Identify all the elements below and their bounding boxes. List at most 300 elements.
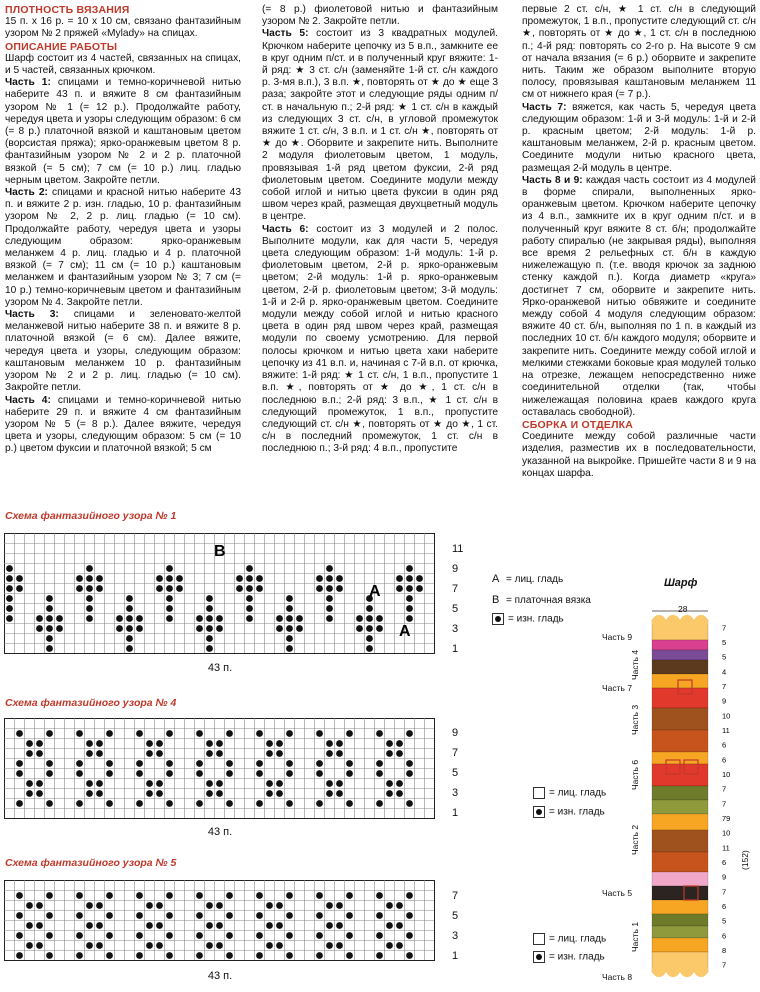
chart5-purl-dot <box>336 902 343 909</box>
chart4-purl-dot <box>196 800 203 807</box>
chart1-row-9: 9 <box>452 563 459 575</box>
chart1-purl-dot <box>176 575 183 582</box>
chart4-purl-dot <box>106 730 113 737</box>
chart4-purl-dot <box>316 800 323 807</box>
chart1-purl-dot <box>76 585 83 592</box>
chart4-purl-dot <box>76 770 83 777</box>
chart4-purl-dot <box>336 790 343 797</box>
chart1-purl-dot <box>86 575 93 582</box>
chart1-purl-dot <box>126 595 133 602</box>
chart1-row-11: 11 <box>452 543 464 555</box>
chart5-purl-dot <box>286 932 293 939</box>
chart5-stitch-count: 43 п. <box>207 970 233 982</box>
chart4-purl-dot <box>376 800 383 807</box>
scarf-band-15 <box>652 872 708 886</box>
chart1-stitch-count: 43 п. <box>207 662 233 674</box>
scallop-top-3 <box>694 615 708 629</box>
chart5-purl-dot <box>266 942 273 949</box>
chart1-purl-dot <box>296 625 303 632</box>
legend2-purl-label: = изн. гладь <box>549 806 605 818</box>
chart5-purl-dot <box>286 892 293 899</box>
chart5-purl-dot <box>166 912 173 919</box>
part89-paragraph <box>522 175 756 419</box>
chart4-purl-dot <box>16 800 23 807</box>
chart5-purl-dot <box>346 892 353 899</box>
chart1-purl-dot <box>126 605 133 612</box>
chart1-purl-dot <box>406 615 413 622</box>
chart4-purl-dot <box>206 780 213 787</box>
scarf-dim-8: 6 <box>722 740 727 750</box>
scarf-band-19 <box>652 926 708 938</box>
chart5-purl-dot <box>216 942 223 949</box>
chart4-purl-dot <box>106 760 113 767</box>
scarf-dim-6: 10 <box>722 711 731 721</box>
chart1-purl-dot <box>56 625 63 632</box>
chart1-purl-dot <box>206 605 213 612</box>
chart5-purl-dot <box>276 922 283 929</box>
chart1-purl-dot <box>126 635 133 642</box>
chart5-purl-dot <box>96 942 103 949</box>
chart4-purl-dot <box>396 780 403 787</box>
chart4-purl-dot <box>336 780 343 787</box>
scarf-dim-4: 7 <box>722 682 727 691</box>
scarf-dim-9: 6 <box>722 755 727 765</box>
chart1-purl-dot <box>326 575 333 582</box>
legend3-knit-label: = лиц. гладь <box>549 933 607 945</box>
chart4-purl-dot <box>46 760 53 767</box>
chart4-purl-dot <box>36 740 43 747</box>
chart5-purl-dot <box>196 952 203 959</box>
chart1-purl-dot <box>326 595 333 602</box>
chart4-purl-dot <box>336 740 343 747</box>
legend2-knit-label: = лиц. гладь <box>549 787 607 799</box>
chart1-purl-dot <box>166 615 173 622</box>
chart4-purl-dot <box>276 740 283 747</box>
chart5-purl-dot <box>276 942 283 949</box>
chart5-purl-dot <box>406 952 413 959</box>
chart1-letter-0: B <box>214 543 226 560</box>
chart4-row-3: 3 <box>452 787 459 799</box>
chart5-purl-dot <box>86 902 93 909</box>
chart1-purl-dot <box>356 615 363 622</box>
assembly-heading: СБОРКА И ОТДЕЛКА <box>522 418 634 431</box>
chart1-purl-dot <box>246 575 253 582</box>
chart4-purl-dot <box>136 760 143 767</box>
scarf-dim-22: 8 <box>722 946 727 955</box>
chart4-purl-dot <box>216 780 223 787</box>
chart4-purl-dot <box>166 800 173 807</box>
scarf-band-16 <box>652 886 708 900</box>
part4-label: Часть 4: <box>5 394 51 406</box>
chart5-purl-dot <box>106 932 113 939</box>
chart1-purl-dot <box>206 595 213 602</box>
chart4-purl-dot <box>16 760 23 767</box>
scarf-dim-5: 9 <box>722 696 727 706</box>
part2-text: спицами и красной нитью наберите 43 п. и вяжите 2 р. изн. гладью, 10 р. фантазийным узором № 2, 2 р. лиц. гладью (= 10 см). Продолжайте работу, чередуя цвета и узоры следующим образом: ярко-оранжевым меланжем 4 р. лиц. гладью и 4 р. платочной вязкой (= 7 см); 11 см (= 10 р.) каштановым меланжем и фантазийным узором № 3; 7 см (= 10 р.) темно-коричневым цветом и фантазийным узором № 4. Закройте петли. <box>5 187 241 308</box>
chart4-purl-dot <box>36 790 43 797</box>
part89-text: каждая часть состоит из 4 модулей в форме спирали, выполненных ярко-оранжевым цветом. Крючком наберите цепочку из 4 в.п., замкните их в круг одним п/ст. и в полученный круг вяжите 8 ст. б/н; продолжайте работу спиралью (не закрывая ряды), выполняя все время 2 рельефных ст. б/н в каждую нижележащую п. (т.е. вводя крючок за заднюю стенку каждой п.). Когда диаметр «круга» достигнет 7 см, оборвите и закрепите нить. Ярко-оранжевой нитью обвяжите и соедините между собой 4 модуля следующим образом: вяжите 40 ст. б/н, выполняя по 1 п. в каждый из последних 10 ст. б/н каждого модуля; оборвите и закрепите нить. Соедините между собой иглой и мелкими стежками боковые края модулей только на отрезке, лежащем непосредственно ниже соединительной отделки (так, чтобы нижележащая половина краев каждого круга оставалась свободной). <box>522 174 756 418</box>
part6-paragraph <box>262 224 498 456</box>
chart5-purl-dot <box>406 892 413 899</box>
chart4-purl-dot <box>346 760 353 767</box>
chart1-purl-dot <box>326 605 333 612</box>
chart1-purl-dot <box>46 635 53 642</box>
chart1-purl-dot <box>166 585 173 592</box>
gauge-text: 15 п. х 16 р. = 10 х 10 см, связано фантазийным узором № 2 пряжей «Mylady» на спицах. <box>5 16 241 40</box>
chart4-purl-dot <box>206 790 213 797</box>
chart4-purl-dot <box>206 740 213 747</box>
scallop-bottom-1 <box>666 963 680 977</box>
chart5-purl-dot <box>256 932 263 939</box>
chart4-purl-dot <box>326 740 333 747</box>
chart1-purl-dot <box>276 615 283 622</box>
label-part9: Часть 9 <box>602 632 633 642</box>
chart1-letter-1: A <box>369 583 381 600</box>
chart4-purl-dot <box>316 760 323 767</box>
chart4-purl-dot <box>36 750 43 757</box>
chart4-row-5: 5 <box>452 767 459 779</box>
chart4-purl-dot <box>106 770 113 777</box>
chart1-purl-dot <box>36 615 43 622</box>
part4-text: спицами и темно-коричневой нитью наберите 29 п. и вяжите 4 см фантазийным узором № 5 (= 8 р.). Далее вяжите, чередуя цвета и узоры, следующим образом: 5 см (= 10 р.) цветом фуксии и платочной вязкой; 5 см <box>5 394 241 455</box>
chart4-purl-dot <box>386 780 393 787</box>
chart1-purl-dot <box>246 615 253 622</box>
chart1-purl-dot <box>46 595 53 602</box>
chart1-purl-dot <box>166 565 173 572</box>
chart1-purl-dot <box>326 615 333 622</box>
part3-paragraph <box>5 309 241 394</box>
chart5-purl-dot <box>36 902 43 909</box>
label-part1: Часть 1 <box>630 921 640 952</box>
chart5-purl-dot <box>376 892 383 899</box>
chart4-purl-dot <box>326 780 333 787</box>
part4-continuation: (= 8 р.) фиолетовой нитью и фантазийным узором № 2. Закройте петли. <box>262 4 498 28</box>
chart4-purl-dot <box>146 750 153 757</box>
chart1-purl-dot <box>376 625 383 632</box>
scallop-top-0 <box>652 615 666 629</box>
chart4-title: Схема фантазийного узора № 4 <box>5 697 177 709</box>
chart4-purl-dot <box>216 790 223 797</box>
chart1-purl-dot <box>76 575 83 582</box>
chart5-purl-dot <box>216 922 223 929</box>
chart5-purl-dot <box>46 932 53 939</box>
chart5-purl-dot <box>336 922 343 929</box>
part5-label: Часть 5: <box>262 28 309 40</box>
chart5-purl-dot <box>376 932 383 939</box>
chart4-purl-dot <box>26 780 33 787</box>
chart1-purl-dot <box>6 565 13 572</box>
chart5-purl-dot <box>226 932 233 939</box>
chart4-purl-dot <box>26 790 33 797</box>
scarf-dim-3: 4 <box>722 667 727 677</box>
chart1-purl-dot <box>406 565 413 572</box>
label-part6: Часть 6 <box>630 759 640 790</box>
scarf-dim-0: 7 <box>722 623 727 633</box>
chart1-purl-dot <box>256 585 263 592</box>
chart1-purl-dot <box>246 585 253 592</box>
chart4-purl-dot <box>286 730 293 737</box>
chart4-purl-dot <box>86 780 93 787</box>
chart4-purl-dot <box>346 800 353 807</box>
text-column-2 <box>262 4 498 456</box>
chart5-purl-dot <box>46 952 53 959</box>
chart1-purl-dot <box>196 615 203 622</box>
chart1-purl-dot <box>126 625 133 632</box>
text-column-3 <box>522 4 756 480</box>
scarf-dim-2: 5 <box>722 652 727 662</box>
scarf-dim-19: 6 <box>722 902 727 911</box>
description-intro: Шарф состоит из 4 частей, связанных на спицах, и 5 частей, связанных крючком. <box>5 52 241 77</box>
chart1-purl-dot <box>296 615 303 622</box>
chart4-purl-dot <box>96 750 103 757</box>
chart5-purl-dot <box>26 942 33 949</box>
chart4-purl-dot <box>396 750 403 757</box>
chart4-row-1: 1 <box>452 807 459 819</box>
chart4-stitch-count: 43 п. <box>207 826 233 838</box>
chart1-purl-dot <box>166 605 173 612</box>
chart4-purl-dot <box>76 800 83 807</box>
chart4-purl-dot <box>86 790 93 797</box>
chart5-purl-dot <box>106 912 113 919</box>
label-part3: Часть 3 <box>630 704 640 735</box>
chart1-purl-dot <box>396 585 403 592</box>
chart5-purl-dot <box>256 892 263 899</box>
chart5-purl-dot <box>196 912 203 919</box>
chart4-purl-dot <box>136 770 143 777</box>
chart4-purl-dot <box>166 770 173 777</box>
chart1-purl-dot <box>16 575 23 582</box>
scarf-dim-17: 9 <box>722 872 727 882</box>
label-part5: Часть 5 <box>602 888 633 898</box>
chart1-purl-dot <box>366 625 373 632</box>
scarf-dim-18: 7 <box>722 887 727 897</box>
chart1-purl-dot <box>176 585 183 592</box>
scarf-dim-16: 6 <box>722 858 727 867</box>
chart1-purl-dot <box>6 575 13 582</box>
scarf-dim-23: 7 <box>722 960 727 970</box>
chart4-purl-dot <box>396 740 403 747</box>
scarf-dim-14: 10 <box>722 828 731 838</box>
legend1-knit <box>492 573 563 585</box>
legend-letter-b: B <box>492 594 500 606</box>
chart5-purl-dot <box>46 912 53 919</box>
chart5-purl-dot <box>46 892 53 899</box>
chart5-title: Схема фантазийного узора № 5 <box>5 857 177 869</box>
chart5-purl-dot <box>396 902 403 909</box>
chart4-purl-dot <box>46 730 53 737</box>
chart4-purl-dot <box>136 800 143 807</box>
part3-text: спицами и зеленовато-желтой меланжевой нитью наберите 38 п. и вяжите 8 р. платочной вязкой (= 6 см). Далее вяжите, чередуя цвета и узоры, следующим образом: каштановым меланжем 10 р. фантазийным узором № 2 и 2 р. лиц. гладью (= 10 см). Закройте петли. <box>5 309 241 394</box>
chart4-purl-dot <box>266 750 273 757</box>
chart5-purl-dot <box>326 922 333 929</box>
chart1-purl-dot <box>206 615 213 622</box>
chart4-purl-dot <box>286 770 293 777</box>
scarf-band-17 <box>652 900 708 914</box>
chart4-purl-dot <box>326 750 333 757</box>
scallop-top-1 <box>666 615 680 629</box>
chart4-purl-dot <box>106 800 113 807</box>
part89-label: Часть 8 и 9: <box>522 174 583 186</box>
chart4-purl-dot <box>146 740 153 747</box>
chart4-purl-dot <box>316 730 323 737</box>
chart4-purl-dot <box>156 740 163 747</box>
chart1-title: Схема фантазийного узора № 1 <box>5 510 177 522</box>
chart4-purl-dot <box>406 770 413 777</box>
chart4-purl-dot <box>156 750 163 757</box>
chart1-purl-dot <box>216 615 223 622</box>
chart5-purl-dot <box>16 892 23 899</box>
chart1-grid <box>4 533 440 661</box>
chart1-purl-dot <box>46 615 53 622</box>
chart1-purl-dot <box>286 645 293 652</box>
scarf-dim-10: 10 <box>722 770 731 779</box>
label-part2: Часть 2 <box>630 824 640 855</box>
legend2-knit <box>533 787 606 799</box>
chart4-purl-dot <box>76 760 83 767</box>
chart5-purl-dot <box>166 952 173 959</box>
chart1-purl-dot <box>166 595 173 602</box>
chart1-purl-dot <box>6 605 13 612</box>
label-part7: Часть 7 <box>602 683 633 693</box>
chart4-purl-dot <box>16 770 23 777</box>
chart1-purl-dot <box>36 625 43 632</box>
chart1-purl-dot <box>126 645 133 652</box>
chart1-purl-dot <box>236 585 243 592</box>
chart5-row-3: 3 <box>452 930 459 942</box>
chart1-purl-dot <box>256 575 263 582</box>
chart1-purl-dot <box>416 585 423 592</box>
chart5-purl-dot <box>386 942 393 949</box>
chart1-purl-dot <box>326 565 333 572</box>
chart1-purl-dot <box>406 605 413 612</box>
chart5-purl-dot <box>276 902 283 909</box>
part2-paragraph <box>5 187 241 309</box>
legend1-purl-label: = изн. гладь <box>508 613 564 625</box>
chart5-purl-dot <box>136 912 143 919</box>
chart4-grid <box>4 718 440 826</box>
chart1-purl-dot <box>6 585 13 592</box>
chart4-purl-dot <box>36 780 43 787</box>
chart5-purl-dot <box>136 952 143 959</box>
chart4-purl-dot <box>336 750 343 757</box>
chart1-purl-dot <box>286 625 293 632</box>
chart1-purl-dot <box>96 585 103 592</box>
chart1-row-1: 1 <box>452 643 459 655</box>
part6-continuation: первые 2 ст. с/н, ★ 1 ст. с/н в следующий промежуток, 1 в.п., пропустите следующий ст. с/н ★, повторять от ★ до ★, 1 ст. с/н в последнюю п.; 4-й ряд: повторять со 2-го р. На высоте 9 см от начала вязания (= 6 р.) оборвите и закрепите нить. Таким же образом выполните вторую полосу, провязывая каштановым меланжем 11 см от нижнего края (= 7 р.). <box>522 4 756 101</box>
chart4-purl-dot <box>196 730 203 737</box>
chart5-purl-dot <box>316 912 323 919</box>
chart1-purl-dot <box>6 595 13 602</box>
chart4-purl-dot <box>86 740 93 747</box>
chart5-purl-dot <box>16 912 23 919</box>
chart4-purl-dot <box>46 770 53 777</box>
chart1-purl-dot <box>206 645 213 652</box>
chart1-purl-dot <box>116 615 123 622</box>
chart1-purl-dot <box>286 615 293 622</box>
chart4-purl-dot <box>376 770 383 777</box>
chart4-purl-dot <box>256 730 263 737</box>
legend3-knit <box>533 933 606 945</box>
chart1-purl-dot <box>116 625 123 632</box>
chart5-purl-dot <box>86 922 93 929</box>
part6-text: состоит из 3 модулей и 2 полос. Выполните модули, как для части 5, чередуя цвета следующим образом: 1-й модуль: 1-й р. фиолетовым цветом, 2-й р. ярко-оранжевым цветом; 2-й модуль: 1-й р. ярко-оранжевым цветом, 2-й р. фиолетовым цветом; 3-й модуль: 1-й и 2-й р. ярко-оранжевым цветом. Соедините модули между собой иглой и нитью красного цвета в один ряд швом через край, размещая модули по своему усмотрению. Для первой полосы крючком и нитью цвета хаки наберите цепочку из 41 в.п. и, начиная с 7-й в.п. от крючка, вяжите: 1-й ряд: ★ 1 ст. с/н, 1 в.п., пропустите 1 в.п. ★, повторять от ★ до ★, 1 ст. с/н в последнюю в.п.; 2-й ряд: 3 в.п., ★ 1 ст. с/н в следующий промежуток, 1 в.п., пропустите следующий ст. с/н ★, повторять от ★ до ★, 1 ст. с/н в последний промежуток, 1 ст. с/н в последнюю п.; 3-й ряд: 4 в.п., пропустите <box>262 223 498 455</box>
text-column-1 <box>5 4 241 456</box>
chart5-purl-dot <box>316 932 323 939</box>
chart1-purl-dot <box>16 585 23 592</box>
chart4-purl-dot <box>226 760 233 767</box>
chart4-purl-dot <box>76 730 83 737</box>
chart5-purl-dot <box>326 902 333 909</box>
chart5-purl-dot <box>96 922 103 929</box>
chart5-purl-dot <box>326 942 333 949</box>
chart1-purl-dot <box>366 635 373 642</box>
chart1-purl-dot <box>86 615 93 622</box>
scarf-band-4 <box>652 674 708 688</box>
chart4-purl-dot <box>46 800 53 807</box>
chart4-purl-dot <box>276 780 283 787</box>
chart4-purl-dot <box>226 800 233 807</box>
chart4-purl-dot <box>346 770 353 777</box>
chart1-purl-dot <box>406 575 413 582</box>
chart4-purl-dot <box>376 730 383 737</box>
chart5-purl-dot <box>96 902 103 909</box>
part5-paragraph <box>262 28 498 223</box>
chart1-purl-dot <box>246 605 253 612</box>
chart4-purl-dot <box>386 790 393 797</box>
chart4-purl-dot <box>206 750 213 757</box>
chart5-purl-dot <box>76 912 83 919</box>
chart1-purl-dot <box>86 605 93 612</box>
chart1-purl-dot <box>406 595 413 602</box>
chart5-purl-dot <box>136 932 143 939</box>
label-part4: Часть 4 <box>630 649 640 680</box>
chart4-purl-dot <box>216 740 223 747</box>
chart4-purl-dot <box>266 790 273 797</box>
chart4-purl-dot <box>26 750 33 757</box>
part3-label: Часть 3: <box>5 309 59 321</box>
chart1-purl-dot <box>216 625 223 632</box>
scarf-schematic <box>640 608 750 992</box>
chart5-purl-dot <box>256 912 263 919</box>
chart4-purl-dot <box>86 750 93 757</box>
part6-label: Часть 6: <box>262 223 309 235</box>
chart5-row-1: 1 <box>452 950 459 962</box>
chart5-purl-dot <box>346 932 353 939</box>
chart4-purl-dot <box>96 780 103 787</box>
chart5-purl-dot <box>156 942 163 949</box>
chart5-purl-dot <box>346 952 353 959</box>
chart5-purl-dot <box>156 922 163 929</box>
chart5-purl-dot <box>206 942 213 949</box>
chart1-purl-dot <box>416 575 423 582</box>
chart5-purl-dot <box>346 912 353 919</box>
chart1-purl-dot <box>86 595 93 602</box>
chart5-purl-dot <box>196 932 203 939</box>
knit-symbol-icon <box>533 787 545 799</box>
chart1-purl-dot <box>326 585 333 592</box>
legend1-garter <box>492 594 591 606</box>
chart1-purl-dot <box>136 625 143 632</box>
chart1-purl-dot <box>46 625 53 632</box>
scarf-band-20 <box>652 938 708 952</box>
chart1-purl-dot <box>46 645 53 652</box>
chart4-row-9: 9 <box>452 727 459 739</box>
chart1-purl-dot <box>366 645 373 652</box>
part2-label: Часть 2: <box>5 187 48 199</box>
chart5-row-5: 5 <box>452 910 459 922</box>
chart5-purl-dot <box>316 892 323 899</box>
chart5-purl-dot <box>266 902 273 909</box>
